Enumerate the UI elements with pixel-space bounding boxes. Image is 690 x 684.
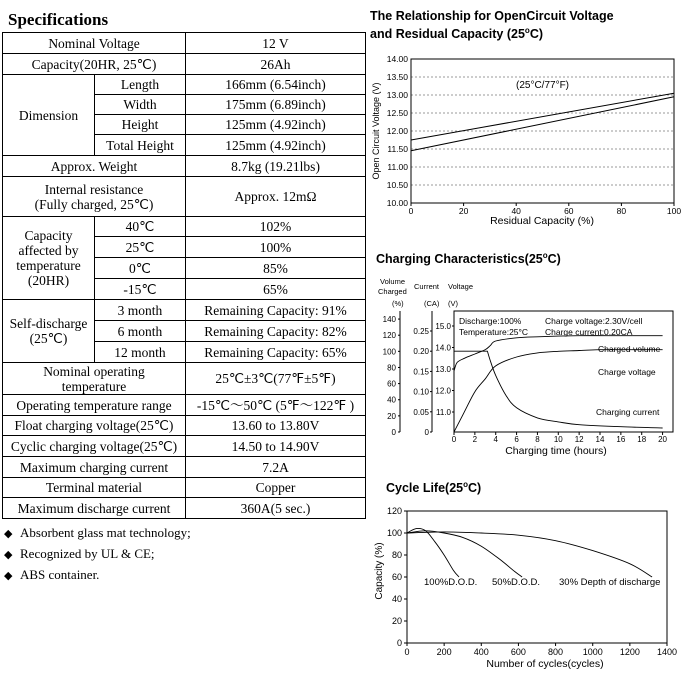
spec-label: Cyclic charging voltage(25℃) — [3, 436, 186, 457]
chart1-xtick-label: 0 — [408, 206, 414, 216]
chart1-ytick-label: 10.50 — [386, 180, 408, 190]
chart2-xtick-label: 0 — [451, 435, 457, 444]
spec-sublabel: 25℃ — [95, 237, 186, 258]
spec-value: 25℃±3℃(77℉±5℉) — [186, 363, 366, 395]
chart1-plot-frame — [411, 59, 674, 203]
chart1-ytick-label: 13.50 — [386, 72, 408, 82]
chart2-tick-v-label: 11.0 — [436, 408, 451, 417]
chart2-header-current: Current — [414, 282, 440, 291]
feature-item — [4, 567, 191, 588]
chart2-header-charged: Charged — [378, 287, 407, 296]
chart2-series-line — [454, 336, 663, 371]
spec-label-line: affected by — [18, 243, 79, 258]
chart2-ticks — [383, 315, 668, 444]
spec-label-line: temperature — [61, 378, 127, 394]
chart1 — [371, 54, 681, 227]
chart2-title-text: Charging Characteristics(25 — [376, 252, 543, 267]
chart1-ytick-label: 10.00 — [386, 198, 408, 208]
chart1-lines — [411, 93, 674, 151]
spec-label: Approx. Weight — [3, 156, 186, 177]
spec-value: 175mm (6.89inch) — [186, 95, 366, 115]
spec-label: Terminal material — [3, 478, 186, 498]
chart2-unit-v: (V) — [448, 299, 458, 308]
chart3-xtick-label: 1400 — [656, 647, 678, 657]
chart2-xtick-label: 20 — [658, 435, 668, 444]
spec-label: Float charging voltage(25℃) — [3, 416, 186, 436]
spec-value: 12 V — [186, 33, 366, 54]
chart3-ylabel: Capacity (%) — [374, 542, 385, 600]
chart3-ytick-label: 0 — [396, 638, 402, 648]
chart2-xlabel: Charging time (hours) — [505, 445, 607, 457]
chart2-series-line — [454, 351, 663, 428]
chart2-unit-ca: (CA) — [424, 299, 440, 308]
spec-table — [2, 32, 366, 519]
chart2-tick-ca-label: 0.25 — [413, 327, 429, 336]
chart2 — [378, 277, 673, 457]
spec-sublabel: Length — [95, 75, 186, 95]
spec-value: Remaining Capacity: 82% — [186, 321, 366, 342]
spec-label: Capacity(20HR, 25℃) — [3, 54, 186, 75]
chart3-ytick-label: 20 — [391, 616, 402, 626]
feature-text: Recognized by UL & CE; — [20, 546, 155, 561]
chart1-xtick-label: 60 — [564, 206, 574, 216]
chart2-lines — [454, 336, 663, 432]
chart3-xtick-label: 1000 — [582, 647, 603, 657]
chart3-ytick-label: 60 — [391, 572, 402, 582]
chart3-xtick-label: 1200 — [619, 647, 640, 657]
chart2-tick-v-label: 14.0 — [435, 343, 451, 353]
chart3-series-line — [407, 532, 652, 577]
spec-sublabel: Width — [95, 95, 186, 115]
spec-sublabel: 40℃ — [95, 217, 186, 237]
spec-value: 125mm (4.92inch) — [186, 115, 366, 135]
chart3-ytick-label: 120 — [386, 506, 402, 516]
chart1-series-line — [411, 97, 674, 151]
spec-label: Maximum charging current — [3, 457, 186, 478]
chart2-tick-pct-label: 80 — [387, 363, 396, 373]
chart2-series-line — [454, 350, 663, 432]
spec-value: 102% — [186, 217, 366, 237]
chart3-title-degree: o — [463, 480, 469, 489]
diamond-icon: ◆ — [4, 549, 13, 561]
chart3-plot-frame — [407, 511, 667, 643]
chart2-title-degree: o — [542, 251, 548, 260]
chart3-title-tail: C) — [468, 481, 482, 496]
chart2-tick-pct-label: 100 — [382, 347, 396, 357]
spec-value: -15℃～50℃ (5℉～122℉ ) — [186, 395, 366, 416]
chart2-tick-pct-label: 40 — [387, 395, 396, 405]
chart3-ticks — [387, 506, 677, 657]
spec-value: 85% — [186, 258, 366, 279]
chart2-xtick-label: 14 — [595, 435, 605, 444]
chart3-series-line — [407, 531, 522, 577]
chart2-info-charge-current: Charge current:0.20CA — [545, 327, 633, 337]
chart2-tick-ca-label: 0.15 — [413, 367, 429, 377]
chart2-xtick-label: 16 — [616, 435, 626, 444]
chart1-ytick-label: 12.50 — [386, 108, 408, 118]
chart2-tick-pct-label: 0 — [391, 428, 396, 437]
chart1-title-degree: o — [524, 26, 530, 35]
chart2-unit-pct: (%) — [392, 299, 404, 308]
spec-label: Maximum discharge current — [3, 498, 186, 519]
chart1-xtick-label: 20 — [458, 206, 469, 216]
chart2-tick-ca-label: 0.10 — [413, 387, 429, 397]
spec-value: 26Ah — [186, 54, 366, 75]
chart2-tick-v-label: 15.0 — [435, 322, 451, 331]
feature-item — [4, 546, 191, 567]
chart1-title-text: and Residual Capacity (25 — [370, 27, 525, 42]
chart2-tick-v-label: 13.0 — [435, 365, 451, 374]
spec-sublabel: Total Height — [95, 135, 186, 156]
chart1-series-line — [411, 93, 674, 140]
chart3-ytick-label: 80 — [391, 550, 402, 560]
chart3-xlabel: Number of cycles(cycles) — [486, 658, 604, 670]
chart2-xtick-label: 4 — [493, 435, 498, 444]
chart2-tick-pct-label: 20 — [387, 411, 396, 421]
chart1-ytick-label: 11.00 — [387, 162, 408, 172]
chart2-header-volume: Volume — [380, 277, 406, 286]
spec-label-line: (Fully charged, 25℃) — [34, 196, 154, 212]
spec-value: 125mm (4.92inch) — [186, 135, 366, 156]
chart3-xtick-label: 0 — [404, 647, 410, 657]
chart3-label-50dod: 50%D.O.D. — [492, 577, 541, 588]
chart1-xlabel: Residual Capacity (%) — [490, 215, 594, 227]
chart1-annotation: (25°C/77°F) — [516, 80, 570, 91]
feature-item — [4, 525, 191, 546]
spec-value: Approx. 12mΩ — [186, 177, 366, 217]
spec-sublabel: Height — [95, 115, 186, 135]
chart3-ytick-label: 40 — [391, 594, 402, 604]
spec-sublabel: -15℃ — [95, 279, 186, 300]
chart2-title-tail: C) — [547, 252, 561, 267]
spec-value: 14.50 to 14.90V — [186, 436, 366, 457]
spec-label: Operating temperature range — [3, 395, 186, 416]
spec-group-label — [3, 217, 95, 300]
chart1-ytick-label: 14.00 — [386, 54, 408, 64]
chart1-xtick-label: 40 — [511, 206, 521, 216]
spec-value: 100% — [186, 237, 366, 258]
chart3-xtick-label: 200 — [436, 647, 452, 657]
diamond-icon: ◆ — [4, 528, 13, 540]
spec-value: 8.7kg (19.21lbs) — [186, 156, 366, 177]
chart2-xtick-label: 6 — [514, 435, 519, 444]
chart1-title-line1: The Relationship for OpenCircuit Voltage — [370, 9, 614, 23]
chart1-xticks — [409, 206, 682, 216]
spec-label-line: Capacity — [24, 228, 73, 243]
chart1-grid — [411, 59, 674, 206]
chart3-xtick-label: 400 — [473, 647, 489, 657]
chart3-xtick-label: 800 — [548, 647, 564, 657]
chart1-ylabel: Open Circuit Voltage (V) — [371, 82, 381, 180]
spec-value: 65% — [186, 279, 366, 300]
spec-value: 7.2A — [186, 457, 366, 478]
chart3-title-text: Cycle Life(25 — [386, 481, 464, 496]
spec-sublabel: 6 month — [95, 321, 186, 342]
spec-label — [3, 177, 186, 217]
chart2-tick-ca-label: 0 — [424, 428, 429, 437]
spec-label — [3, 363, 186, 395]
chart3-lines — [407, 528, 652, 577]
chart2-label-voltage: Charge voltage — [598, 367, 656, 377]
chart2-label-volume: Charged volume — [598, 344, 661, 354]
chart2-tick-v-label: 12.0 — [435, 386, 451, 396]
chart2-info-temperature: Temperature:25°C — [459, 327, 529, 337]
chart2-info-discharge: Discharge:100% — [459, 316, 522, 326]
chart2-title — [376, 251, 561, 266]
chart1-title-line2 — [370, 26, 543, 41]
chart1-yticks — [387, 54, 409, 208]
spec-title: Specifications — [8, 10, 109, 29]
chart3-label-100dod: 100%D.O.D. — [424, 577, 478, 588]
chart2-xtick-label: 8 — [535, 435, 540, 444]
chart2-tick-pct-label: 140 — [382, 315, 396, 325]
spec-value: 13.60 to 13.80V — [186, 416, 366, 436]
chart1-xtick-label: 100 — [666, 206, 682, 216]
spec-label-line: Nominal operating — [43, 363, 145, 379]
spec-sublabel: 3 month — [95, 300, 186, 321]
chart2-tick-pct-label: 60 — [387, 379, 396, 389]
chart3-title — [386, 480, 481, 495]
chart2-header-voltage: Voltage — [448, 282, 474, 291]
spec-label-line: temperature — [16, 258, 81, 273]
chart1-ytick-label: 11.50 — [387, 144, 408, 154]
feature-list — [4, 525, 191, 588]
feature-text: Absorbent glass mat technology; — [20, 525, 191, 540]
chart3 — [374, 506, 677, 670]
chart1-ytick-label: 13.00 — [386, 90, 408, 100]
spec-label-line: (20HR) — [27, 273, 70, 288]
spec-value: 166mm (6.54inch) — [186, 75, 366, 95]
chart2-xtick-label: 18 — [637, 435, 647, 444]
spec-sublabel: 12 month — [95, 342, 186, 363]
chart2-info-charge-voltage: Charge voltage:2.30V/cell — [545, 316, 643, 326]
diamond-icon: ◆ — [4, 570, 13, 582]
chart2-tick-ca-label: 0.05 — [413, 407, 429, 417]
spec-label-line: Self-discharge — [9, 316, 88, 331]
spec-label-line: Internal resistance — [44, 181, 144, 197]
chart3-ytick-label: 100 — [386, 528, 402, 538]
chart2-label-current: Charging current — [596, 407, 660, 417]
chart1-title-tail: C) — [529, 27, 544, 42]
chart2-xtick-label: 12 — [574, 435, 584, 444]
spec-value: 360A(5 sec.) — [186, 498, 366, 519]
spec-value: Remaining Capacity: 91% — [186, 300, 366, 321]
spec-group-label — [3, 300, 95, 363]
chart2-plot-frame — [454, 311, 673, 432]
spec-value: Copper — [186, 478, 366, 498]
chart3-series-line — [407, 528, 459, 577]
chart2-tick-ca-label: 0.20 — [413, 347, 429, 357]
chart2-xtick-label: 2 — [472, 435, 478, 444]
chart1-xtick-label: 80 — [616, 206, 627, 216]
spec-label: Nominal Voltage — [3, 33, 186, 54]
spec-group-label: Dimension — [3, 75, 95, 156]
chart2-tick-pct-label: 120 — [382, 331, 396, 341]
chart2-xtick-label: 10 — [553, 435, 563, 444]
spec-label-line: (25℃) — [29, 331, 68, 346]
chart1-ytick-label: 12.00 — [386, 126, 408, 136]
chart3-xtick-label: 600 — [510, 647, 526, 657]
chart3-label-30dod: 30% Depth of discharge — [559, 577, 661, 588]
spec-value: Remaining Capacity: 65% — [186, 342, 366, 363]
feature-text: ABS container. — [20, 567, 100, 582]
spec-sublabel: 0℃ — [95, 258, 186, 279]
